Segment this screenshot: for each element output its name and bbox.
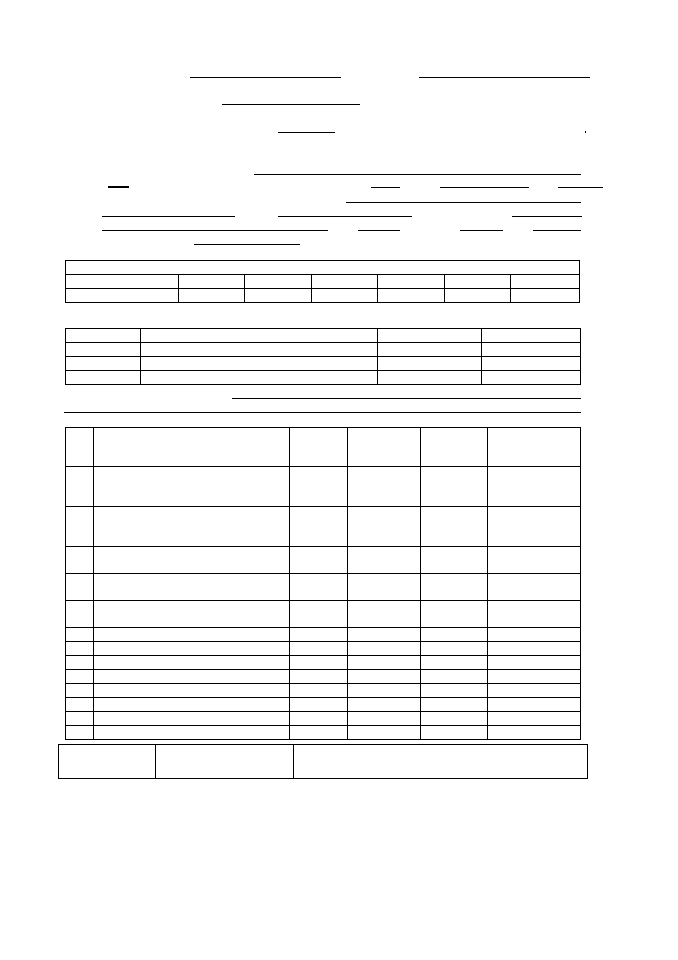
table-cell[interactable] <box>421 574 488 601</box>
table-cell[interactable] <box>421 656 488 670</box>
footer-divider <box>293 745 294 778</box>
table-row <box>66 601 581 628</box>
table-cell[interactable] <box>421 684 488 698</box>
table-cell[interactable] <box>290 601 348 628</box>
table-cell[interactable] <box>141 357 378 371</box>
blank-line[interactable] <box>419 77 590 78</box>
table-cell[interactable] <box>482 357 581 371</box>
table-cell[interactable] <box>312 275 378 289</box>
table-cell[interactable] <box>488 601 581 628</box>
table-cell[interactable] <box>141 371 378 385</box>
table-cell[interactable] <box>421 507 488 547</box>
table-cell[interactable] <box>66 601 94 628</box>
header-cell <box>488 428 581 467</box>
table-cell[interactable] <box>488 684 581 698</box>
table-cell[interactable] <box>290 698 348 712</box>
table-cell[interactable] <box>290 467 348 507</box>
table-row <box>66 684 581 698</box>
table-cell[interactable] <box>66 357 141 371</box>
footer-divider <box>155 745 156 778</box>
table-cell[interactable] <box>348 628 421 642</box>
table-cell[interactable] <box>378 371 482 385</box>
table-cell[interactable] <box>378 289 445 303</box>
table-cell[interactable] <box>488 507 581 547</box>
blank-line[interactable] <box>194 244 300 245</box>
table-cell[interactable] <box>141 343 378 357</box>
header-cell <box>348 428 421 467</box>
table-cell[interactable] <box>290 670 348 684</box>
table-cell[interactable] <box>66 261 580 275</box>
table-cell[interactable] <box>421 628 488 642</box>
table-cell[interactable] <box>421 698 488 712</box>
blank-line[interactable] <box>558 187 603 188</box>
table-cell[interactable] <box>290 507 348 547</box>
table-cell[interactable] <box>378 329 482 343</box>
table-cell[interactable] <box>348 656 421 670</box>
blank-line[interactable] <box>346 202 581 203</box>
table-cell[interactable] <box>290 574 348 601</box>
table-cell[interactable] <box>290 642 348 656</box>
table-cell[interactable] <box>94 712 290 726</box>
table-cell[interactable] <box>488 642 581 656</box>
table-cell[interactable] <box>94 670 290 684</box>
table-cell[interactable] <box>66 670 94 684</box>
table-cell[interactable] <box>66 547 94 574</box>
table-cell[interactable] <box>348 712 421 726</box>
table-cell[interactable] <box>66 656 94 670</box>
table-row <box>66 698 581 712</box>
table-cell[interactable] <box>290 684 348 698</box>
blank-line[interactable] <box>278 132 335 133</box>
table-cell[interactable] <box>94 684 290 698</box>
table-cell[interactable] <box>421 642 488 656</box>
table-cell[interactable] <box>482 371 581 385</box>
blank-line[interactable] <box>440 187 529 188</box>
table-cell[interactable] <box>66 726 94 740</box>
table-cell[interactable] <box>66 329 141 343</box>
table-cell[interactable] <box>94 642 290 656</box>
table-cell[interactable] <box>66 289 179 303</box>
blank-line[interactable] <box>371 187 400 188</box>
table-cell[interactable] <box>66 642 94 656</box>
table-cell[interactable] <box>421 670 488 684</box>
table-cell[interactable] <box>66 628 94 642</box>
blank-line[interactable] <box>64 412 581 413</box>
table-cell[interactable] <box>421 467 488 507</box>
blank-line[interactable] <box>190 77 341 78</box>
blank-line[interactable] <box>254 174 581 175</box>
header-cell <box>94 428 290 467</box>
table-cell[interactable] <box>348 467 421 507</box>
table-cell[interactable] <box>94 574 290 601</box>
table-cell[interactable] <box>94 547 290 574</box>
table-cell[interactable] <box>488 574 581 601</box>
main-table <box>65 427 581 740</box>
table-cell[interactable] <box>482 343 581 357</box>
table-cell[interactable] <box>66 507 94 547</box>
footer-box <box>58 744 588 779</box>
table-cell[interactable] <box>94 628 290 642</box>
blank-line[interactable] <box>232 398 581 399</box>
table-cell[interactable] <box>66 574 94 601</box>
blank-line[interactable] <box>102 230 328 231</box>
blank-line[interactable] <box>222 104 360 105</box>
table-cell[interactable] <box>179 275 245 289</box>
table-header-row <box>66 428 581 467</box>
period-mark <box>585 131 586 133</box>
blank-line[interactable] <box>512 216 582 217</box>
table-row <box>66 712 581 726</box>
table-row <box>66 628 581 642</box>
table-cell[interactable] <box>94 656 290 670</box>
blank-line[interactable] <box>533 230 581 231</box>
table-cell[interactable] <box>66 712 94 726</box>
table-cell[interactable] <box>488 547 581 574</box>
header-cell <box>66 428 94 467</box>
header-cell <box>421 428 488 467</box>
table-cell[interactable] <box>488 670 581 684</box>
table-cell[interactable] <box>488 726 581 740</box>
table-cell[interactable] <box>66 275 179 289</box>
table-cell[interactable] <box>141 329 378 343</box>
table-cell[interactable] <box>511 289 580 303</box>
table-row <box>66 642 581 656</box>
table-cell[interactable] <box>482 329 581 343</box>
table-cell[interactable] <box>94 507 290 547</box>
list-table <box>65 328 581 385</box>
table-cell[interactable] <box>245 275 312 289</box>
blank-line[interactable] <box>102 216 235 217</box>
table-cell[interactable] <box>348 574 421 601</box>
info-table <box>65 260 580 303</box>
table-row <box>66 574 581 601</box>
table-cell[interactable] <box>421 547 488 574</box>
blank-line[interactable] <box>460 230 503 231</box>
table-cell[interactable] <box>445 289 511 303</box>
table-cell[interactable] <box>348 684 421 698</box>
table-cell[interactable] <box>421 712 488 726</box>
table-cell[interactable] <box>94 698 290 712</box>
table-cell[interactable] <box>378 343 482 357</box>
table-cell[interactable] <box>290 547 348 574</box>
table-cell[interactable] <box>348 547 421 574</box>
table-cell[interactable] <box>94 601 290 628</box>
table-cell[interactable] <box>421 726 488 740</box>
table-cell[interactable] <box>348 698 421 712</box>
table-cell[interactable] <box>348 726 421 740</box>
table-cell[interactable] <box>445 275 511 289</box>
table-cell[interactable] <box>179 289 245 303</box>
table-cell[interactable] <box>290 712 348 726</box>
table-row <box>66 670 581 684</box>
table-cell[interactable] <box>488 698 581 712</box>
table-cell[interactable] <box>290 656 348 670</box>
table-cell[interactable] <box>66 371 141 385</box>
table-cell[interactable] <box>66 343 141 357</box>
table-cell[interactable] <box>348 601 421 628</box>
table-cell[interactable] <box>511 275 580 289</box>
table-cell[interactable] <box>488 656 581 670</box>
blank-line[interactable] <box>358 230 400 231</box>
table-row <box>66 507 581 547</box>
table-cell[interactable] <box>66 467 94 507</box>
table-cell[interactable] <box>378 275 445 289</box>
table-cell[interactable] <box>378 357 482 371</box>
table-cell[interactable] <box>94 726 290 740</box>
table-cell[interactable] <box>488 712 581 726</box>
table-cell[interactable] <box>488 628 581 642</box>
blank-line[interactable] <box>108 186 129 188</box>
table-cell[interactable] <box>290 726 348 740</box>
table-cell[interactable] <box>421 601 488 628</box>
blank-line[interactable] <box>278 216 412 217</box>
table-row <box>66 726 581 740</box>
table-cell[interactable] <box>66 684 94 698</box>
table-cell[interactable] <box>488 467 581 507</box>
table-cell[interactable] <box>348 507 421 547</box>
table-cell[interactable] <box>290 628 348 642</box>
table-cell[interactable] <box>94 467 290 507</box>
table-cell[interactable] <box>348 642 421 656</box>
table-cell[interactable] <box>348 670 421 684</box>
table-cell[interactable] <box>66 698 94 712</box>
table-row <box>66 467 581 507</box>
table-cell[interactable] <box>245 289 312 303</box>
table-row <box>66 656 581 670</box>
table-row <box>66 547 581 574</box>
header-cell <box>290 428 348 467</box>
table-cell[interactable] <box>312 289 378 303</box>
